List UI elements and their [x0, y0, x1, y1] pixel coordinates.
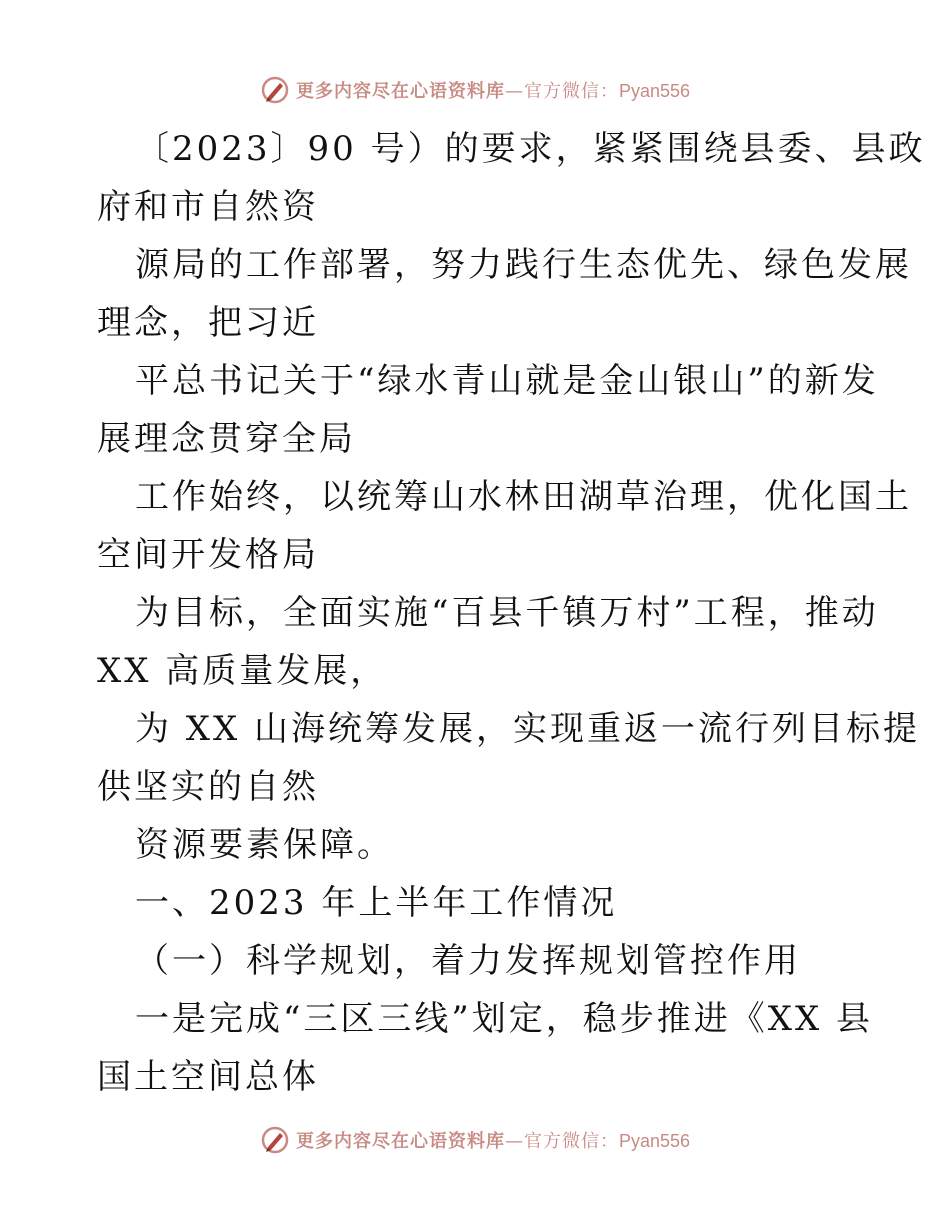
text-line: 工作始终，以统筹山水林田湖草治理，优化国土: [135, 477, 912, 517]
text-line: 源局的工作部署，努力践行生态优先、绿色发展: [135, 245, 912, 285]
footer-watermark: [0, 1120, 950, 1160]
pen-logo-icon: [260, 1125, 290, 1155]
watermark-official: 官方微信：: [523, 1131, 619, 1152]
header-watermark: [0, 70, 950, 110]
text-line: 〔2023〕90 号）的要求，紧紧围绕县委、县政: [135, 129, 926, 169]
text-line: 平总书记关于“绿水青山就是金山银山”的新发: [135, 361, 879, 401]
text-line: 展理念贯穿全局: [97, 419, 356, 459]
text-line: XX 高质量发展，: [97, 651, 388, 691]
subsection-heading: （一）科学规划，着力发挥规划管控作用: [135, 941, 801, 981]
watermark-brand: 更多内容尽在心语资料库: [295, 81, 505, 102]
text-line: 府和市自然资: [97, 187, 319, 227]
watermark-wechat-id: Pyan556: [618, 81, 691, 101]
text-line: 为 XX 山海统筹发展，实现重返一流行列目标提: [135, 709, 921, 749]
text-line: 理念，把习近: [97, 303, 319, 343]
text-line: 为目标，全面实施“百县千镇万村”工程，推动: [135, 593, 879, 633]
watermark-separator: —: [504, 1131, 524, 1152]
pen-logo-icon: [260, 75, 290, 105]
text-line: 空间开发格局: [97, 535, 319, 575]
text-line: 供坚实的自然: [97, 767, 319, 807]
watermark-official: 官方微信：: [523, 81, 619, 102]
text-line: 一是完成“三区三线”划定，稳步推进《XX 县: [135, 999, 873, 1039]
watermark-text: [296, 77, 690, 103]
watermark-wechat-id: Pyan556: [618, 1131, 691, 1151]
text-line: 国土空间总体: [97, 1057, 319, 1097]
text-line: 资源要素保障。: [135, 825, 394, 865]
watermark-separator: —: [504, 81, 524, 102]
section-heading: 一、2023 年上半年工作情况: [135, 883, 618, 923]
watermark-brand: 更多内容尽在心语资料库: [295, 1131, 505, 1152]
watermark-text: [296, 1127, 690, 1153]
